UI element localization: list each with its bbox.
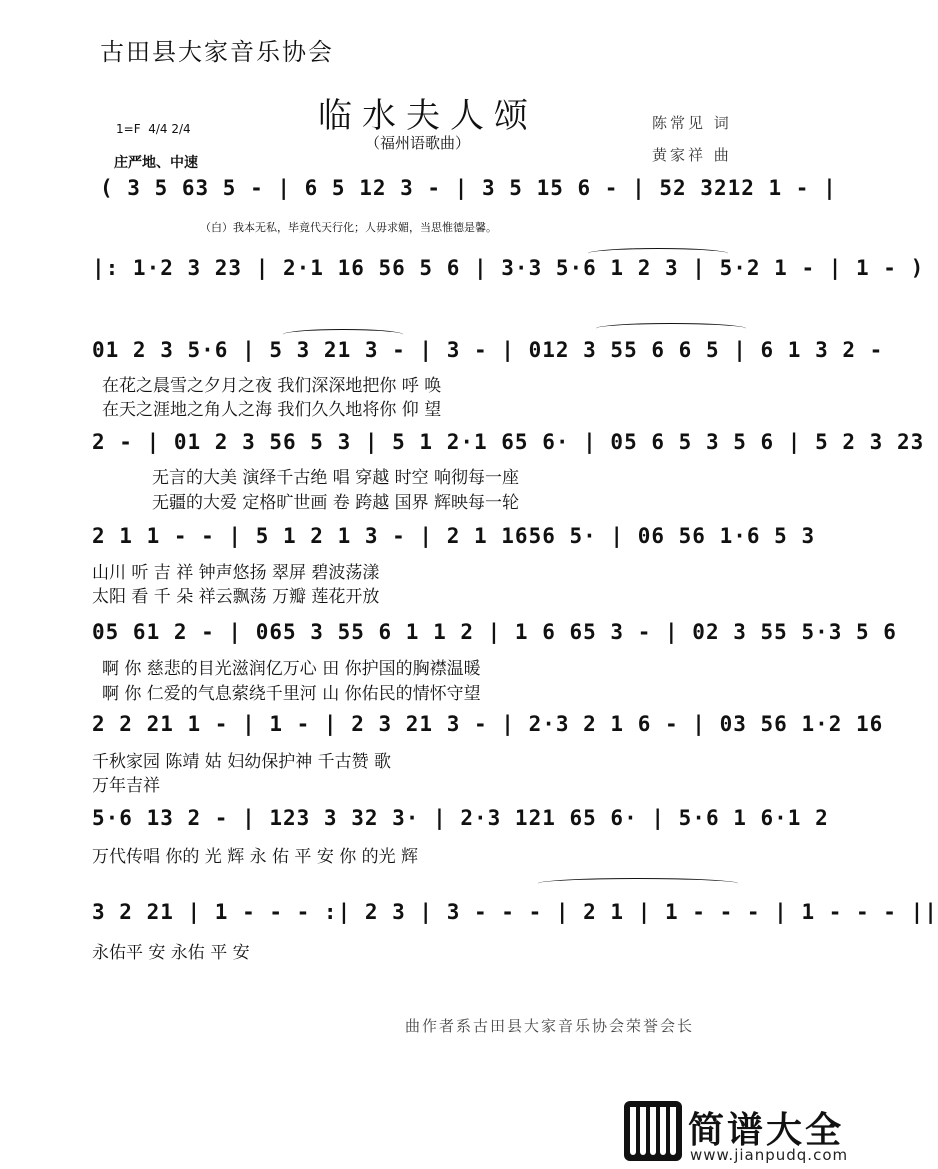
score-line-2: |: 1·2 3 23 | 2·1 16 56 5 6 | 3·3 5·6 1 2 3 | 5·2 1 - | 1 - ) — [92, 256, 925, 280]
lyric-line-7a: 千秋家园 陈靖 姑 妇幼保护神 千古赞 歌 — [92, 752, 392, 772]
lyric-line-6b: 啊 你 仁爱的气息萦绕千里河 山 你佑民的情怀守望 — [102, 684, 481, 704]
lyric-line-3b: 在天之涯地之角人之海 我们久久地将你 仰 望 — [102, 400, 442, 420]
score-line-4: 2 - | 01 2 3 56 5 3 | 5 1 2·1 65 6· | 05 6 5 3 5 6 | 5 2 3 23 — [92, 430, 925, 454]
brand-name: 简谱大全 — [688, 1110, 845, 1151]
key-signature: 1=F 4/4 2/4 — [116, 122, 191, 136]
lyric-line-5a: 山川 听 吉 祥 钟声悠扬 翠屏 碧波荡漾 — [92, 563, 380, 583]
brand-url[interactable]: www.jianpudq.com — [690, 1146, 849, 1164]
lyric-line-4b: 无疆的大爱 定格旷世画 卷 跨越 国界 辉映每一轮 — [152, 493, 520, 513]
score-line-5: 2 1 1 - - | 5 1 2 1 3 - | 2 1 1656 5· | 06 56 1·6 5 3 — [92, 524, 816, 548]
lyric-line-4a: 无言的大美 演绎千古绝 唱 穿越 时空 响彻每一座 — [152, 468, 520, 488]
lyric-line-3a: 在花之晨雪之夕月之夜 我们深深地把你 呼 唤 — [102, 376, 442, 396]
song-title: 临水夫人颂 — [318, 96, 538, 136]
lyric-line-5b: 太阳 看 千 朵 祥云飘荡 万瓣 莲花开放 — [92, 587, 380, 607]
slur-arc — [588, 248, 728, 259]
slur-arc — [538, 878, 738, 889]
lyricist-credit: 陈常见 词 — [652, 114, 732, 132]
composer-credit: 黄家祥 曲 — [652, 146, 732, 164]
song-subtitle: （福州语歌曲） — [365, 134, 471, 152]
composer-note: 曲作者系古田县大家音乐协会荣誉会长 — [405, 1017, 695, 1035]
slur-arc — [283, 329, 403, 340]
score-line-7: 2 2 21 1 - | 1 - | 2 3 21 3 - | 2·3 2 1 6 - | 03 56 1·2 16 — [92, 712, 884, 736]
lyric-line-9: 永佑平 安 永佑 平 安 — [92, 943, 250, 963]
score-line-3: 01 2 3 5·6 | 5 3 21 3 - | 3 - | 012 3 55 6 6 5 | 6 1 3 2 - — [92, 338, 884, 362]
score-line-6: 05 61 2 - | 065 3 55 6 1 1 2 | 1 6 65 3 - | 02 3 55 5·3 5 6 — [92, 620, 897, 644]
organization-heading: 古田县大家音乐协会 — [100, 38, 334, 66]
lyric-line-6a: 啊 你 慈悲的目光滋润亿万心 田 你护国的胸襟温暖 — [102, 659, 481, 679]
score-line-1: ( 3 5 63 5 - | 6 5 12 3 - | 3 5 15 6 - | 52 3212 1 - | — [100, 176, 837, 200]
lyric-line-8: 万代传唱 你的 光 辉 永 佑 平 安 你 的光 辉 — [92, 847, 419, 867]
lyric-line-7b: 万年吉祥 — [92, 776, 160, 796]
spoken-line: （白）我本无私，毕竟代天行化；人毋求媚，当思惟德是馨。 — [200, 221, 497, 234]
tempo-marking: 庄严地、中速 — [114, 155, 198, 171]
piano-logo-icon — [624, 1101, 682, 1161]
slur-arc — [596, 323, 746, 334]
score-line-9: 3 2 21 | 1 - - - :| 2 3 | 3 - - - | 2 1 | 1 - - - | 1 - - - || — [92, 900, 938, 924]
score-line-8: 5·6 13 2 - | 123 3 32 3· | 2·3 121 65 6· | 5·6 1 6·1 2 — [92, 806, 829, 830]
time-signature: 4/4 2/4 — [148, 122, 191, 136]
